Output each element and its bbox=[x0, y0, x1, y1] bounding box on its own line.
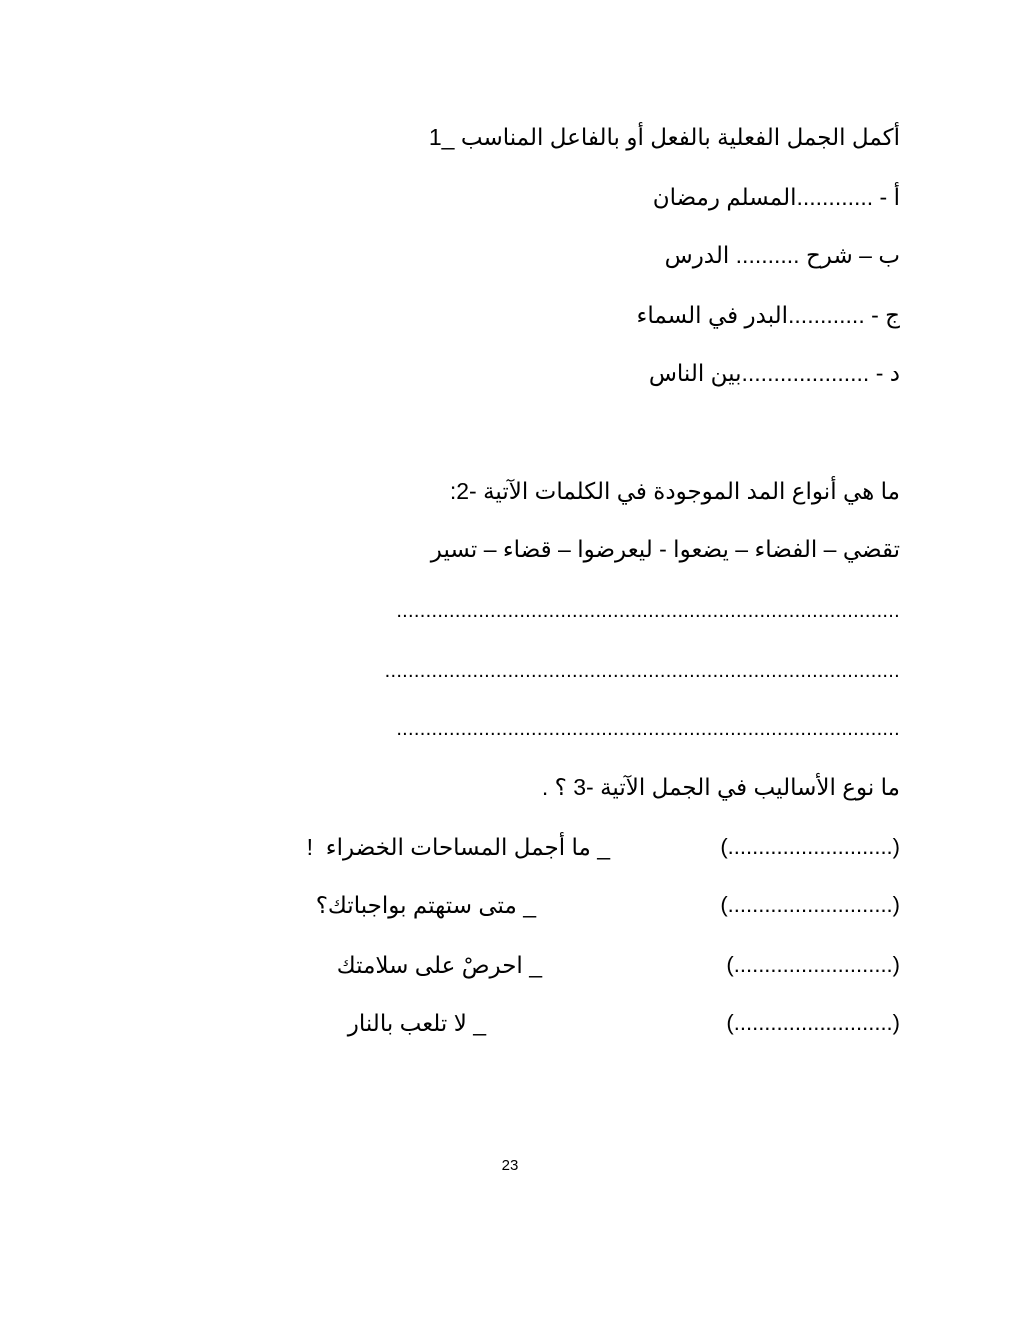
answer-blank: (..........................) bbox=[726, 952, 900, 977]
style-sentence: _ متى ستهتم بواجباتك؟ bbox=[315, 892, 536, 918]
section3-row bbox=[280, 1008, 900, 1038]
answer-line-1: ...................................................................................... bbox=[396, 600, 900, 622]
answer-blank: (...........................) bbox=[720, 892, 900, 917]
section1-item-a: أ - ............المسلم رمضان bbox=[652, 184, 900, 210]
section3-row bbox=[280, 950, 900, 980]
answer-blank: (...........................) bbox=[720, 834, 900, 859]
answer-blank: (..........................) bbox=[726, 1010, 900, 1035]
page-number: 23 bbox=[501, 1157, 519, 1174]
style-sentence: _ احرصْ على سلامتك bbox=[336, 952, 542, 978]
answer-line-2: ........................................................................................ bbox=[384, 660, 900, 682]
section1-item-d: د - ....................بين الناس bbox=[648, 360, 900, 386]
section3-row bbox=[280, 832, 900, 862]
section2-title: ما هي أنواع المد الموجودة في الكلمات الآتية -2: bbox=[449, 478, 900, 504]
section3-title: ما نوع الأساليب في الجمل الآتية -3 ؟ . bbox=[541, 774, 900, 800]
answer-line-3: ...................................................................................... bbox=[396, 718, 900, 740]
section1-title: أكمل الجمل الفعلية بالفعل أو بالفاعل المناسب _1 bbox=[428, 124, 900, 150]
style-sentence: _ ما أجمل المساحات الخضراء ! bbox=[306, 834, 610, 860]
section2-words: تقضي – الفضاء – يضعوا - ليعرضوا – قضاء – تسير bbox=[430, 536, 900, 562]
section3-row bbox=[280, 890, 900, 920]
section1-item-c: ج - ............البدر في السماء bbox=[636, 302, 900, 328]
section1-item-b: ب – شرح .......... الدرس bbox=[664, 242, 900, 268]
style-sentence: _ لا تلعب بالنار bbox=[347, 1010, 486, 1036]
